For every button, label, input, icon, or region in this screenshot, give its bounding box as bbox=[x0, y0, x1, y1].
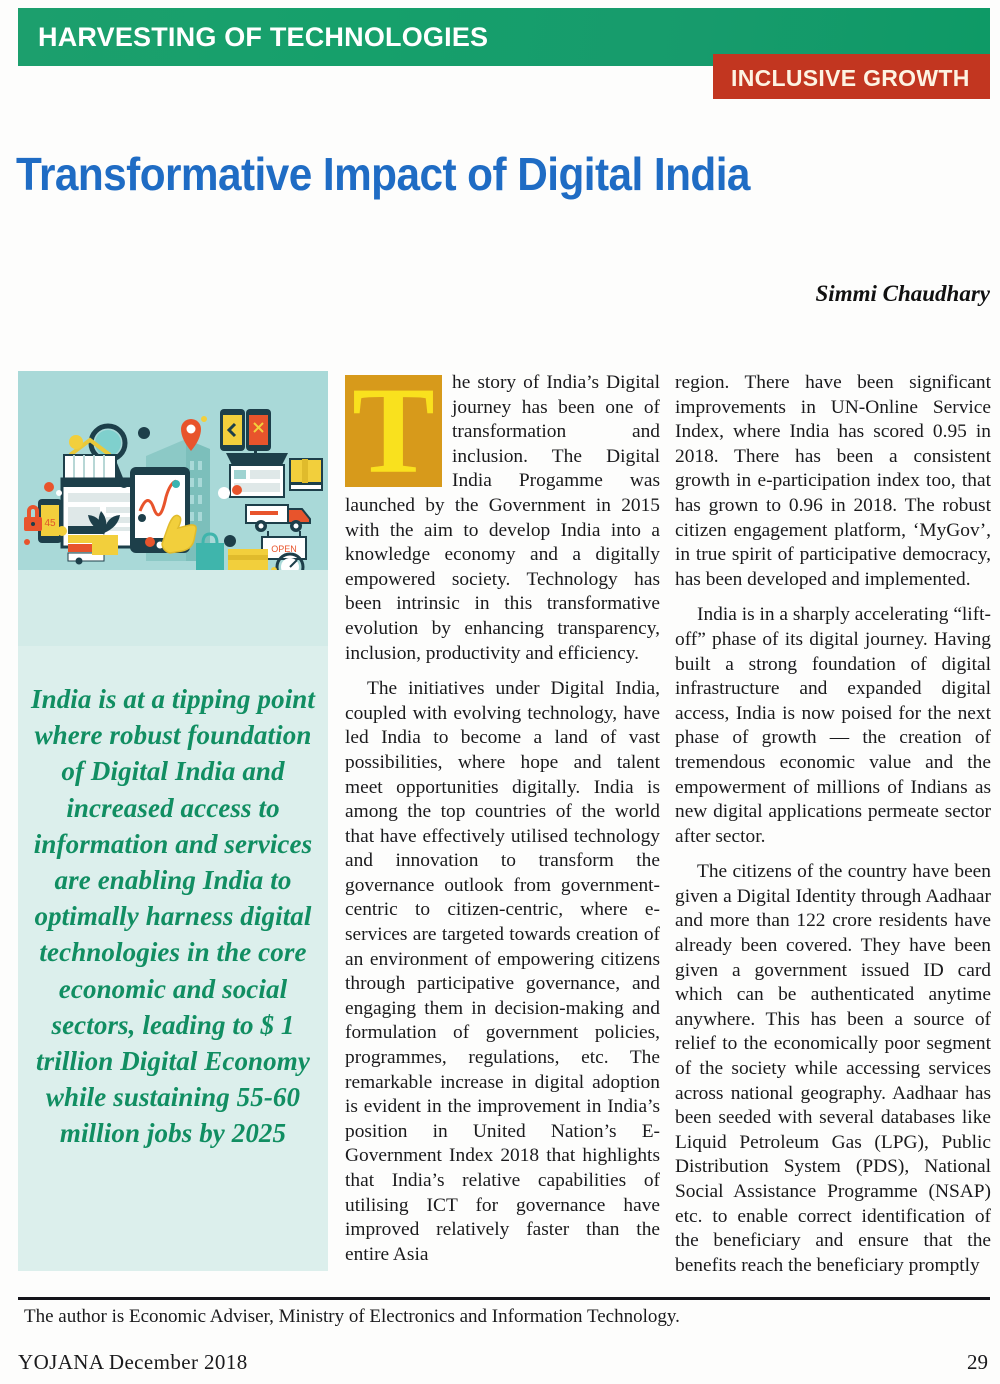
svg-text:45: 45 bbox=[44, 518, 56, 529]
digital-commerce-illustration bbox=[18, 371, 328, 646]
kicker-label: HARVESTING OF TECHNOLOGIES bbox=[38, 22, 489, 52]
article-figure bbox=[18, 371, 328, 646]
paragraph-text: The initiatives under Digital India, coupled with evolving technology, have led India to become a land of vast possibilities, where hope and talent meet opportunities digitally. India is among the top countries of the world that have effectively utilised technology and innovation to transform the governance outlook from government-centric to citizen-centric, where e-services are targeted towards creation of an environment of empowering citizens through participative governance, and engaging them in decision-making and formulation of government policies, programmes, regulations, etc. The remarkable increase in digital adoption is evident in the improvement in India’s position in United Nation’s E-Government Index 2018 that highlights that India’s relative capabilities of utilising ICT for governance have improved relatively faster than the entire Asia bbox=[345, 678, 660, 1265]
middle-column bbox=[345, 362, 660, 1267]
paragraph-text: he story of India’s Digital journey has been one of transformation and inclusion. The Digital India Progamme was launched by the Government in 2015 with the aim to develop India into a knowledge economy and a digitally empowered society. Technology has been intrinsic in this transformative evolution by enhancing transparency, inclusion, productivity and efficiency. bbox=[345, 372, 660, 664]
author-affiliation-note: The author is Economic Adviser, Ministry of Electronics and Information Technology. bbox=[24, 1306, 680, 1327]
author-byline: Simmi Chaudhary bbox=[815, 281, 990, 306]
paragraph-text: region. There have been significant improvements in UN-Online Service Index, where India has scored 0.95 in 2018. There has been a consistent growth in e-participation index too, that has grown to 0.96 in 2018. The robust citizen engagement platform, ‘MyGov’, in true spirit of participative democracy, has been developed and implemented. bbox=[675, 372, 991, 590]
drop-cap-letter: T bbox=[345, 375, 442, 487]
paragraph-text: India is in a sharply accelerating “lift-off” phase of its digital journey. Having built a strong foundation of digital infrastructure and expanded digital access, India is now poised for the next phase of growth — the creation of tremendous economic value and the empowerment of millions of Indians as new digital applications permeate sector after sector. bbox=[675, 604, 991, 847]
left-column bbox=[18, 371, 328, 1271]
publication-footer: YOJANA December 2018 bbox=[18, 1350, 248, 1374]
footer-divider bbox=[18, 1297, 990, 1300]
paragraph-text: The citizens of the country have been given a Digital Identity through Aadhaar and more than 122 crore residents have already been covered. They have been given a government issued ID card which can be authenticated anytime anywhere. This has been a source of relief to the economically poor segment of the society while accessing services across national geography. Aadhaar has been seeded with several databases like Liquid Petroleum Gas (LPG), Public Distribution System (PDS), National Social Assistance Programme (NSAP) etc. to enable correct identification of the beneficiary and ensure that the benefits reach the beneficiary promptly bbox=[675, 861, 991, 1276]
svg-text:OPEN: OPEN bbox=[271, 544, 297, 554]
right-column bbox=[675, 371, 991, 1278]
page-title: Transformative Impact of Digital India bbox=[16, 147, 750, 200]
section-tag-label: INCLUSIVE GROWTH bbox=[731, 65, 970, 91]
page-number: 29 bbox=[967, 1350, 988, 1374]
paragraph-intro bbox=[345, 362, 660, 666]
pull-quote: India is at a tipping point where robust foundation of Digital India and increased access to information and services are enabling India to optimally harness digital technologies in the core economic and social sectors, leading to $ 1 trillion Digital Economy while sustaining 55-60 million jobs by 2025 bbox=[18, 646, 328, 1271]
